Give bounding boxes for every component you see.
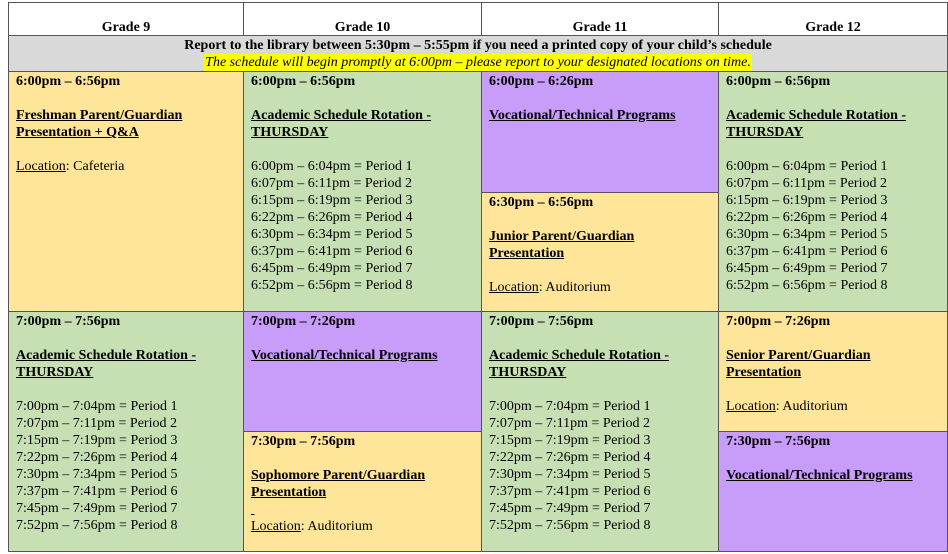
period-item: 6:45pm – 6:49pm = Period 7 <box>251 261 413 276</box>
block-location: Location: Cafeteria <box>16 159 125 174</box>
period-item: 6:00pm – 6:04pm = Period 1 <box>726 159 888 174</box>
period-item: 7:00pm – 7:04pm = Period 1 <box>16 399 178 414</box>
period-item: 7:30pm – 7:34pm = Period 5 <box>489 467 651 482</box>
period-item: 6:07pm – 6:11pm = Period 2 <box>251 176 412 191</box>
period-item: 7:15pm – 7:19pm = Period 3 <box>489 433 651 448</box>
block-location: Location: Auditorium <box>251 519 373 534</box>
block-g10-vocational-programs <box>243 311 482 432</box>
block-title: Academic Schedule Rotation - THURSDAY <box>489 348 670 380</box>
period-item: 6:37pm – 6:41pm = Period 6 <box>251 244 413 259</box>
period-item: 6:30pm – 6:34pm = Period 5 <box>251 227 413 242</box>
block-location: Location: Auditorium <box>726 399 848 414</box>
period-item: 7:45pm – 7:49pm = Period 7 <box>16 501 178 516</box>
period-item: 6:45pm – 6:49pm = Period 7 <box>726 261 888 276</box>
block-g11-junior-presentation <box>481 192 719 312</box>
block-g9-freshman-presentation <box>8 71 244 312</box>
block-title: Junior Parent/Guardian Presentation <box>489 229 635 261</box>
block-time: 7:00pm – 7:56pm <box>489 314 594 329</box>
notice-line-1: Report to the library between 5:30pm – 5:55pm if you need a printed copy of your child’s schedule <box>184 38 772 53</box>
period-item: 7:15pm – 7:19pm = Period 3 <box>16 433 178 448</box>
block-title: Sophomore Parent/Guardian Presentation <box>251 468 426 500</box>
block-time: 6:30pm – 6:56pm <box>489 195 594 210</box>
period-item: 7:00pm – 7:04pm = Period 1 <box>489 399 651 414</box>
period-item: 7:22pm – 7:26pm = Period 4 <box>489 450 651 465</box>
period-item: 6:37pm – 6:41pm = Period 6 <box>726 244 888 259</box>
period-item: 6:22pm – 6:26pm = Period 4 <box>251 210 413 225</box>
period-item: 6:52pm – 6:56pm = Period 8 <box>251 278 413 293</box>
block-time: 6:00pm – 6:56pm <box>726 74 831 89</box>
notice-line-2: The schedule will begin promptly at 6:00pm – please report to your designated locations on time. <box>205 55 751 70</box>
period-item: 6:30pm – 6:34pm = Period 5 <box>726 227 888 242</box>
block-title: Vocational/Technical Programs <box>489 108 676 123</box>
block-time: 7:00pm – 7:26pm <box>251 314 356 329</box>
period-list <box>489 398 711 534</box>
period-item: 7:52pm – 7:56pm = Period 8 <box>489 518 651 533</box>
period-item: 6:07pm – 6:11pm = Period 2 <box>726 176 887 191</box>
block-g10-academic-rotation <box>243 71 482 312</box>
block-time: 7:00pm – 7:56pm <box>16 314 121 329</box>
block-time: 6:00pm – 6:26pm <box>489 74 594 89</box>
column-header-grade-9: Grade 9 <box>8 2 244 36</box>
block-title: Senior Parent/Guardian Presentation <box>726 348 871 380</box>
block-title: Academic Schedule Rotation - THURSDAY <box>726 108 907 140</box>
period-item: 6:15pm – 6:19pm = Period 3 <box>726 193 888 208</box>
block-g12-academic-rotation <box>718 71 948 312</box>
period-list <box>251 158 474 294</box>
block-title: Freshman Parent/Guardian Presentation + Q&A <box>16 108 183 140</box>
block-time: 6:00pm – 6:56pm <box>251 74 356 89</box>
period-item: 7:37pm – 7:41pm = Period 6 <box>489 484 651 499</box>
period-item: 7:45pm – 7:49pm = Period 7 <box>489 501 651 516</box>
schedule-table <box>8 2 948 552</box>
period-item: 7:37pm – 7:41pm = Period 6 <box>16 484 178 499</box>
block-g10-sophomore-presentation <box>243 431 482 552</box>
block-time: 7:00pm – 7:26pm <box>726 314 831 329</box>
column-header-grade-12: Grade 12 <box>718 2 948 36</box>
block-g9-academic-rotation <box>8 311 244 552</box>
block-time: 7:30pm – 7:56pm <box>251 434 356 449</box>
block-g11-vocational-programs <box>481 71 719 193</box>
block-title: Academic Schedule Rotation - THURSDAY <box>251 108 432 140</box>
period-item: 7:07pm – 7:11pm = Period 2 <box>16 416 177 431</box>
block-g12-senior-presentation <box>718 311 948 432</box>
period-list <box>726 158 940 294</box>
block-location: Location: Auditorium <box>489 280 611 295</box>
column-header-grade-10: Grade 10 <box>243 2 482 36</box>
period-item: 6:22pm – 6:26pm = Period 4 <box>726 210 888 225</box>
block-time: 6:00pm – 6:56pm <box>16 74 121 89</box>
block-title: Vocational/Technical Programs <box>251 348 438 363</box>
period-item: 6:00pm – 6:04pm = Period 1 <box>251 159 413 174</box>
block-g11-academic-rotation <box>481 311 719 552</box>
period-list <box>16 398 236 534</box>
period-item: 7:52pm – 7:56pm = Period 8 <box>16 518 178 533</box>
period-item: 7:30pm – 7:34pm = Period 5 <box>16 467 178 482</box>
period-item: 7:07pm – 7:11pm = Period 2 <box>489 416 650 431</box>
block-title: Academic Schedule Rotation - THURSDAY <box>16 348 197 380</box>
notice-banner <box>8 35 948 72</box>
column-header-grade-11: Grade 11 <box>481 2 719 36</box>
period-item: 6:15pm – 6:19pm = Period 3 <box>251 193 413 208</box>
block-time: 7:30pm – 7:56pm <box>726 434 831 449</box>
period-item: 6:52pm – 6:56pm = Period 8 <box>726 278 888 293</box>
block-title: Vocational/Technical Programs <box>726 468 913 483</box>
blank-underline <box>251 501 474 518</box>
period-item: 7:22pm – 7:26pm = Period 4 <box>16 450 178 465</box>
block-g12-vocational-programs <box>718 431 948 552</box>
